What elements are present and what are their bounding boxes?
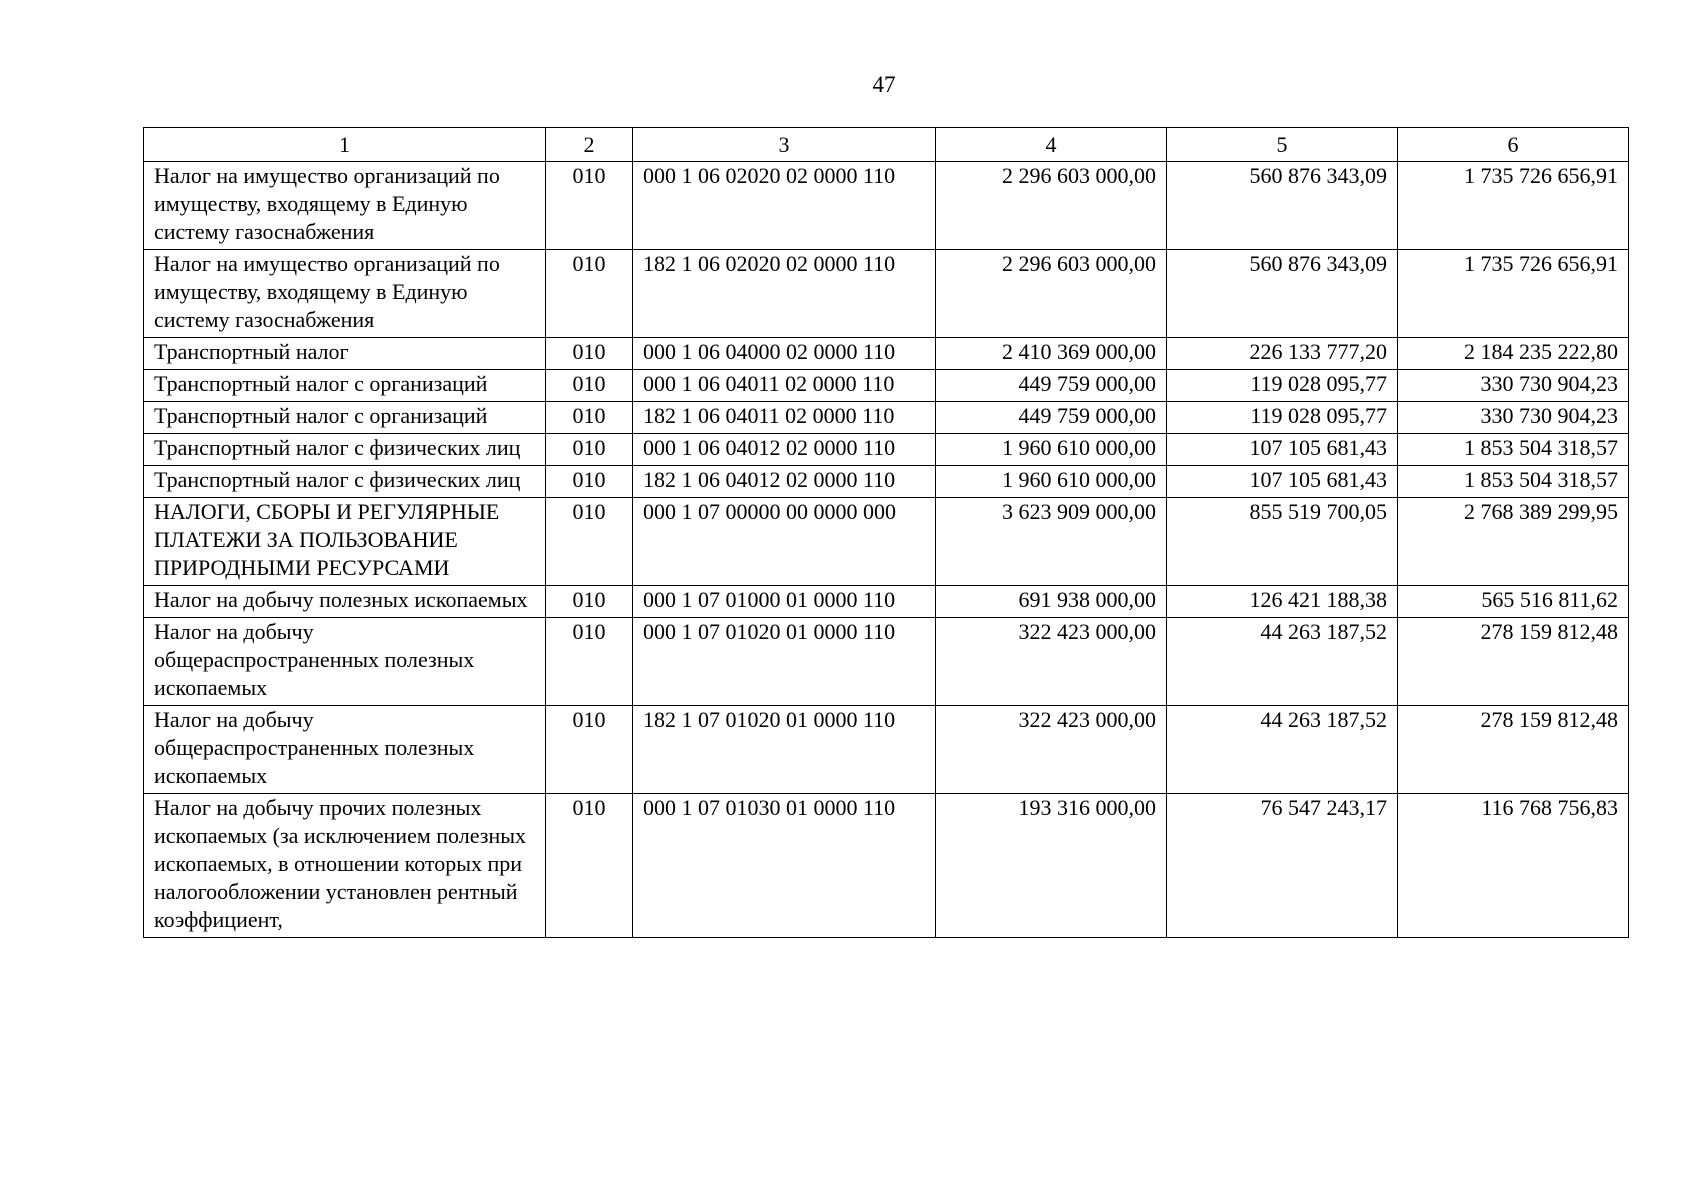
row-value-col4: 691 938 000,00 (936, 586, 1167, 618)
row-value-col6: 278 159 812,48 (1398, 618, 1629, 706)
row-value-col5: 119 028 095,77 (1167, 370, 1398, 402)
row-value-col5: 126 421 188,38 (1167, 586, 1398, 618)
row-value-col4: 3 623 909 000,00 (936, 498, 1167, 586)
row-line-code: 010 (546, 402, 633, 434)
column-header: 3 (633, 128, 936, 162)
table-row (144, 586, 1629, 618)
row-classification-code: 182 1 06 04011 02 0000 110 (633, 402, 936, 434)
page-number: 47 (872, 72, 896, 97)
row-value-col4: 2 296 603 000,00 (936, 250, 1167, 338)
table-row (144, 162, 1629, 250)
table-row (144, 370, 1629, 402)
table-row (144, 434, 1629, 466)
row-value-col6: 1 735 726 656,91 (1398, 162, 1629, 250)
row-value-col4: 193 316 000,00 (936, 794, 1167, 938)
row-value-col5: 76 547 243,17 (1167, 794, 1398, 938)
table-row (144, 498, 1629, 586)
row-value-col4: 322 423 000,00 (936, 618, 1167, 706)
table-header-row (144, 128, 1629, 162)
row-line-code: 010 (546, 466, 633, 498)
table-row (144, 794, 1629, 938)
row-value-col4: 449 759 000,00 (936, 370, 1167, 402)
row-value-col4: 1 960 610 000,00 (936, 434, 1167, 466)
row-value-col6: 565 516 811,62 (1398, 586, 1629, 618)
row-value-col5: 44 263 187,52 (1167, 618, 1398, 706)
column-header: 1 (144, 128, 546, 162)
table-row (144, 250, 1629, 338)
row-line-code: 010 (546, 498, 633, 586)
row-classification-code: 000 1 06 04012 02 0000 110 (633, 434, 936, 466)
column-header: 2 (546, 128, 633, 162)
row-classification-code: 182 1 06 04012 02 0000 110 (633, 466, 936, 498)
row-line-code: 010 (546, 162, 633, 250)
row-value-col4: 2 410 369 000,00 (936, 338, 1167, 370)
row-classification-code: 000 1 07 01020 01 0000 110 (633, 618, 936, 706)
row-name: Налог на имущество организаций по имуществу, входящему в Единую систему газоснабжения (144, 162, 546, 250)
row-value-col6: 330 730 904,23 (1398, 370, 1629, 402)
row-classification-code: 000 1 06 04011 02 0000 110 (633, 370, 936, 402)
row-classification-code: 182 1 07 01020 01 0000 110 (633, 706, 936, 794)
row-value-col6: 1 853 504 318,57 (1398, 466, 1629, 498)
table-row (144, 338, 1629, 370)
row-value-col5: 226 133 777,20 (1167, 338, 1398, 370)
table-row (144, 402, 1629, 434)
row-name: Транспортный налог с физических лиц (144, 434, 546, 466)
row-classification-code: 182 1 06 02020 02 0000 110 (633, 250, 936, 338)
row-classification-code: 000 1 06 04000 02 0000 110 (633, 338, 936, 370)
row-value-col5: 119 028 095,77 (1167, 402, 1398, 434)
row-name: Налог на добычу общераспространенных полезных ископаемых (144, 706, 546, 794)
row-value-col6: 278 159 812,48 (1398, 706, 1629, 794)
column-header: 6 (1398, 128, 1629, 162)
row-value-col6: 1 853 504 318,57 (1398, 434, 1629, 466)
row-name: Налог на добычу полезных ископаемых (144, 586, 546, 618)
row-name: Транспортный налог (144, 338, 546, 370)
row-value-col5: 107 105 681,43 (1167, 434, 1398, 466)
table-row (144, 618, 1629, 706)
row-value-col6: 116 768 756,83 (1398, 794, 1629, 938)
row-value-col5: 44 263 187,52 (1167, 706, 1398, 794)
row-value-col6: 1 735 726 656,91 (1398, 250, 1629, 338)
row-name: Налог на имущество организаций по имуществу, входящему в Единую систему газоснабжения (144, 250, 546, 338)
row-name: Транспортный налог с организаций (144, 370, 546, 402)
budget-table (143, 127, 1629, 938)
row-value-col4: 2 296 603 000,00 (936, 162, 1167, 250)
row-line-code: 010 (546, 586, 633, 618)
row-name: Транспортный налог с физических лиц (144, 466, 546, 498)
row-line-code: 010 (546, 434, 633, 466)
row-line-code: 010 (546, 618, 633, 706)
row-value-col5: 855 519 700,05 (1167, 498, 1398, 586)
row-line-code: 010 (546, 370, 633, 402)
column-header: 4 (936, 128, 1167, 162)
row-name: Транспортный налог с организаций (144, 402, 546, 434)
row-classification-code: 000 1 07 00000 00 0000 000 (633, 498, 936, 586)
row-value-col4: 322 423 000,00 (936, 706, 1167, 794)
row-value-col5: 107 105 681,43 (1167, 466, 1398, 498)
row-line-code: 010 (546, 794, 633, 938)
row-classification-code: 000 1 06 02020 02 0000 110 (633, 162, 936, 250)
row-name: НАЛОГИ, СБОРЫ И РЕГУЛЯРНЫЕ ПЛАТЕЖИ ЗА ПОЛЬЗОВАНИЕ ПРИРОДНЫМИ РЕСУРСАМИ (144, 498, 546, 586)
column-header: 5 (1167, 128, 1398, 162)
row-value-col4: 449 759 000,00 (936, 402, 1167, 434)
row-value-col6: 2 768 389 299,95 (1398, 498, 1629, 586)
table-body (144, 162, 1629, 938)
row-value-col5: 560 876 343,09 (1167, 250, 1398, 338)
row-classification-code: 000 1 07 01030 01 0000 110 (633, 794, 936, 938)
row-value-col4: 1 960 610 000,00 (936, 466, 1167, 498)
table-row (144, 466, 1629, 498)
row-name: Налог на добычу общераспространенных полезных ископаемых (144, 618, 546, 706)
table-row (144, 706, 1629, 794)
row-line-code: 010 (546, 706, 633, 794)
row-line-code: 010 (546, 250, 633, 338)
row-name: Налог на добычу прочих полезных ископаемых (за исключением полезных ископаемых, в отношении которых при налогообложении установлен рентный коэффициент, (144, 794, 546, 938)
row-line-code: 010 (546, 338, 633, 370)
row-classification-code: 000 1 07 01000 01 0000 110 (633, 586, 936, 618)
row-value-col6: 2 184 235 222,80 (1398, 338, 1629, 370)
row-value-col6: 330 730 904,23 (1398, 402, 1629, 434)
row-value-col5: 560 876 343,09 (1167, 162, 1398, 250)
